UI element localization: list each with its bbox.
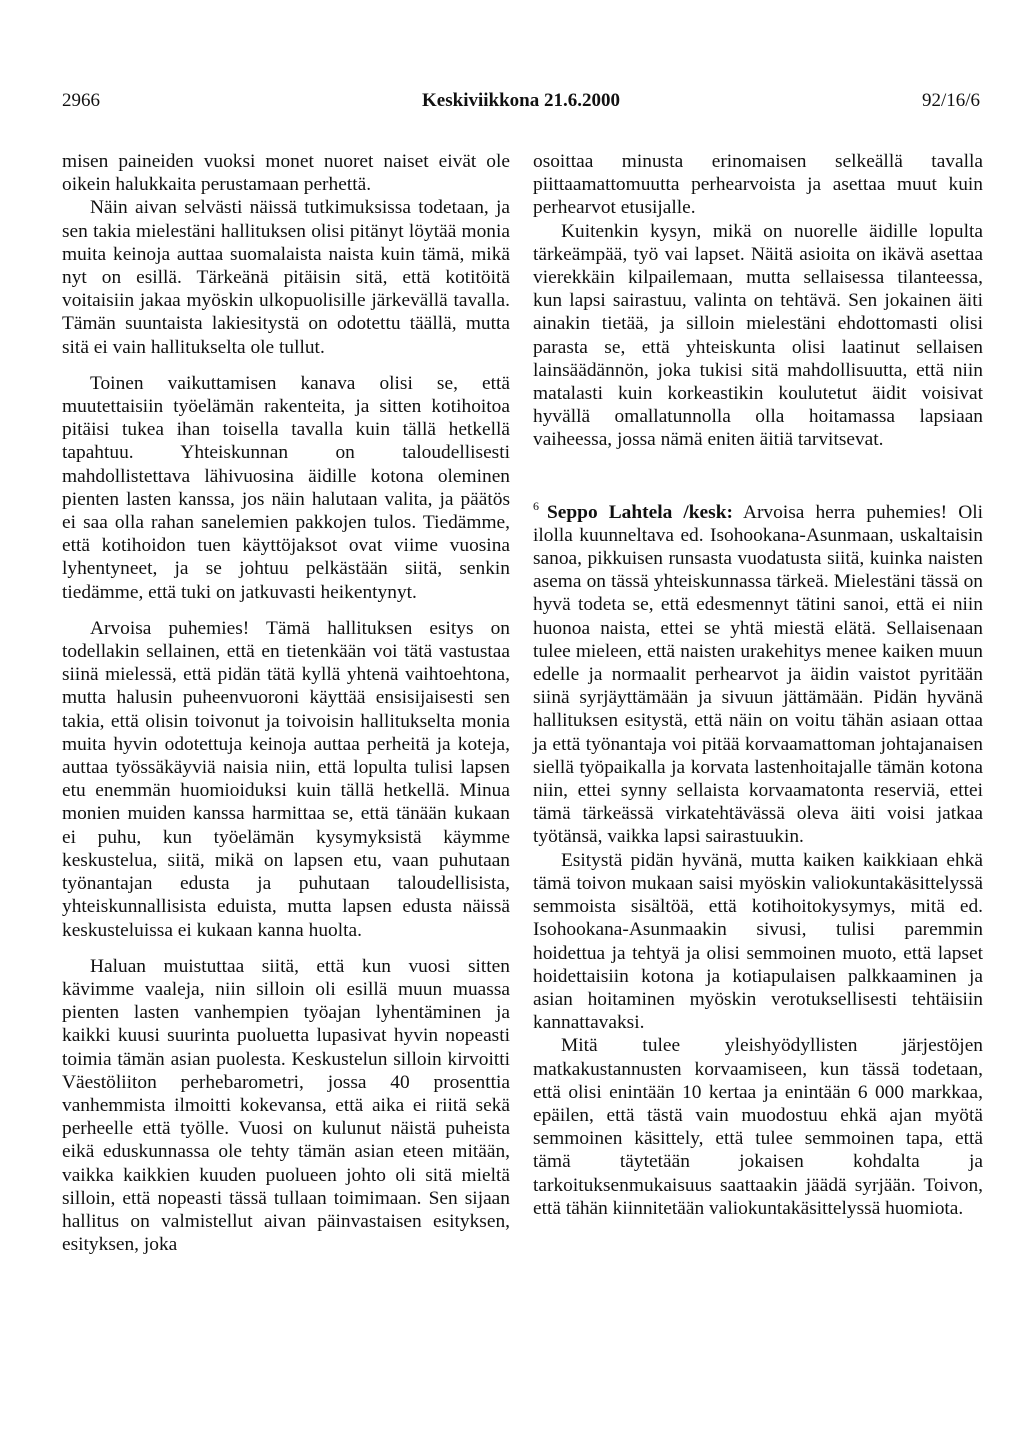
paragraph: misen paineiden vuoksi monet nuoret naiset eivät ole oikein halukkaita perustamaan perhettä. <box>62 151 510 196</box>
paragraph: Arvoisa puhemies! Tämä hallituksen esitys on todellakin sellainen, että en tietenkään voi tätä vastustaa siinä mielessä, että pidän tätä kyllä yhtenä vaihtoehtona, mutta halusin puheenvuoroni käyttää ensisijaisesti sen takia, että olisin toivonut ja toivoisin hallitukselta monia muita hyvin odotettuja keinoja auttaa perheitä ja koteja, auttaa työssäkäyviä naisia niin, että lopulta tulisi lapsen etu enemmän huomioiduksi kuin tällä hetkellä. Minua monien muiden kanssa harmittaa se, että tänään kukaan ei puhu, kun työelämän kysymyksistä käymme keskustelua, siitä, mikä on lapsen etu, vaan puhutaan työnantajan edusta ja puhutaan taloudellisista, yhteiskunnallisista eduista, mutta lapsen edusta näissä keskusteluissa ei kukaan kanna huolta. <box>62 617 510 941</box>
paragraph: osoittaa minusta erinomaisen selkeällä tavalla piittaamattomuutta perhearvoista ja asettaa muut kuin perhearvot etusijalle. <box>533 151 983 219</box>
session-date: Keskiviikkona 21.6.2000 <box>422 90 620 111</box>
paragraph: Kuitenkin kysyn, mikä on nuorelle äidille lopulta tärkeämpää, työ vai lapset. Näitä asioita on ikävä asettaa vierekkäin kilpailemaan, mutta sellaisessa tilanteessa, kun lapsi sairastuu, valinta on tehtävä. Sen jokainen äiti ainakin tietää, ja silloin mielestäni ehdottomasti olisi parasta se, että yhteiskunta olisi laatinut sellaisen lainsäädännön, joka tukisi sitä mahdollisuutta, että niin matalasti kuin korkeastikin koulutetut äidit voisivat hyvällä omallatunnolla olla hoitamassa lapsiaan vaiheessa, jossa nämä eniten äitiä tarvitsevat. <box>533 220 983 451</box>
right-column <box>533 150 983 1220</box>
paragraph: Mitä tulee yleishyödyllisten järjestöjen matkakustannusten korvaamiseen, kun tässä todetaan, että olisi enintään 10 kertaa ja enintään 6 000 markkaa, epäilen, että tästä vain muodostuu ehkä ajan myötä semmoinen käsittely, että tulee semmoinen tapa, että tämä täytetään jokaisen kohdalta ja tarkoituksenmukaisuus saattaakin jäädä syrjään. Toivon, että tähän kiinnitetään valiokuntakäsittelyssä huomiota. <box>533 1035 983 1219</box>
paragraph: Toinen vaikuttamisen kanava olisi se, että muutettaisiin työelämän rakenteita, ja sitten kotihoitoa pitäisi tukea ihan toisella tavalla kuin tällä hetkellä tapahtuu. Yhteiskunnan on taloudellisesti mahdollistettava lähivuosina äidille kotona oleminen pienten lasten kanssa, jos näin halutaan valita, ja päätös ei saa olla rahan sanelemien pakkojen tulos. Tiedämme, että kotihoidon tuen käyttöjaksot ovat viime vuosina lyhentyneet, ja se johtuu pelkästään siitä, senkin tiedämme, että tuki on jatkuvasti heikentynyt. <box>62 372 510 603</box>
speaker-name: Seppo Lahtela /kesk: <box>547 501 733 523</box>
speech-text: Arvoisa herra puhemies! Oli ilolla kuunneltava ed. Isohookana-Asunmaan, uskaltaisin sanoa, pikkuisen runsasta vuodatusta siitä, kuinka naisten asema on tässä yhteiskunnassa tärkeä. Mielestäni tässä on hyvä todeta se, että edesmennyt tätini sanoi, että ei niin huonoa naista, ettei se yhtä miestä elätä. Sellaisenaan tulee mieleen, että naisten urakehitys menee kaiken muun edelle ja normaalit perhearvot ja äidin vaistot pyritään siinä syrjäyttämään ja sivuun jättämään. Pidän hyvänä hallituksen esitystä, että näin on voitu tähän asiaan ottaa ja että työnantaja voi pitää korvaamattoman johtajanaisen siellä työpaikalla ja korvata lastenhoitajalle tämän kotona niin, ettei synny sellaista korvaamatonta reserviä, ettei tämä tärkeässä virkatehtävässä oleva äiti voisi jatkaa työtänsä, vaikka lapsi sairastuukin. <box>533 501 983 848</box>
page-number: 2966 <box>62 90 100 111</box>
speech-number: 6 <box>533 499 539 514</box>
paragraph: Näin aivan selvästi näissä tutkimuksissa todetaan, ja sen takia mielestäni hallituksen olisi pitänyt löytää monia muita keinoja auttaa suomalaista naista kuin tämä, mikä nyt on esillä. Tärkeänä pitäisin sitä, että kotitöitä voitaisiin jakaa myöskin ulkopuolisille järkevällä tavalla. Tämän suuntaista lakiesitystä on odotettu täällä, mutta sitä ei vain hallitukselta ole tullut. <box>62 197 510 358</box>
left-column <box>62 150 510 1256</box>
speech-paragraph <box>533 501 983 849</box>
page-header <box>62 90 980 116</box>
paragraph: Haluan muistuttaa siitä, että kun vuosi sitten kävimme vaaleja, niin silloin oli esillä muun muassa pienten lasten vanhempien työajan lyhentäminen ja kaikki kuusi suurinta puoluetta lupasivat hyvin nopeasti toimia tämän asian puolesta. Keskustelun silloin kirvoitti Väestöliiton perhebarometri, jossa 40 prosenttia vanhemmista ilmoitti kokevansa, että aika ei riitä sekä perheelle että työlle. Vuosi on kulunut näistä puheista eikä eduskunnassa ole tehty tämän asian eteen mitään, vaikka kaikkien kuuden puolueen johto oli sitä mieltä silloin, että nopeasti tässä tullaan toimimaan. Sen sijaan hallitus on valmistellut aivan päinvastaisen esityksen, esityksen, joka <box>62 955 510 1256</box>
paragraph: Esitystä pidän hyvänä, mutta kaiken kaikkiaan ehkä tämä toivon mukaan saisi myöskin valiokuntakäsittelyssä semmoista sisältöä, että kotihoitokysymys, mitä ed. Isohookana-Asunmaakin sivusi, tulisi paremmin hoidettua ja tehtyä ja olisi semmoinen muoto, että lapset hoidettaisiin kotona ja kotiapulaisen palkkaaminen ja asian hoitaminen myöskin verotuksellisesti tehtäisiin kannattavaksi. <box>533 849 983 1034</box>
document-reference: 92/16/6 <box>921 90 980 111</box>
